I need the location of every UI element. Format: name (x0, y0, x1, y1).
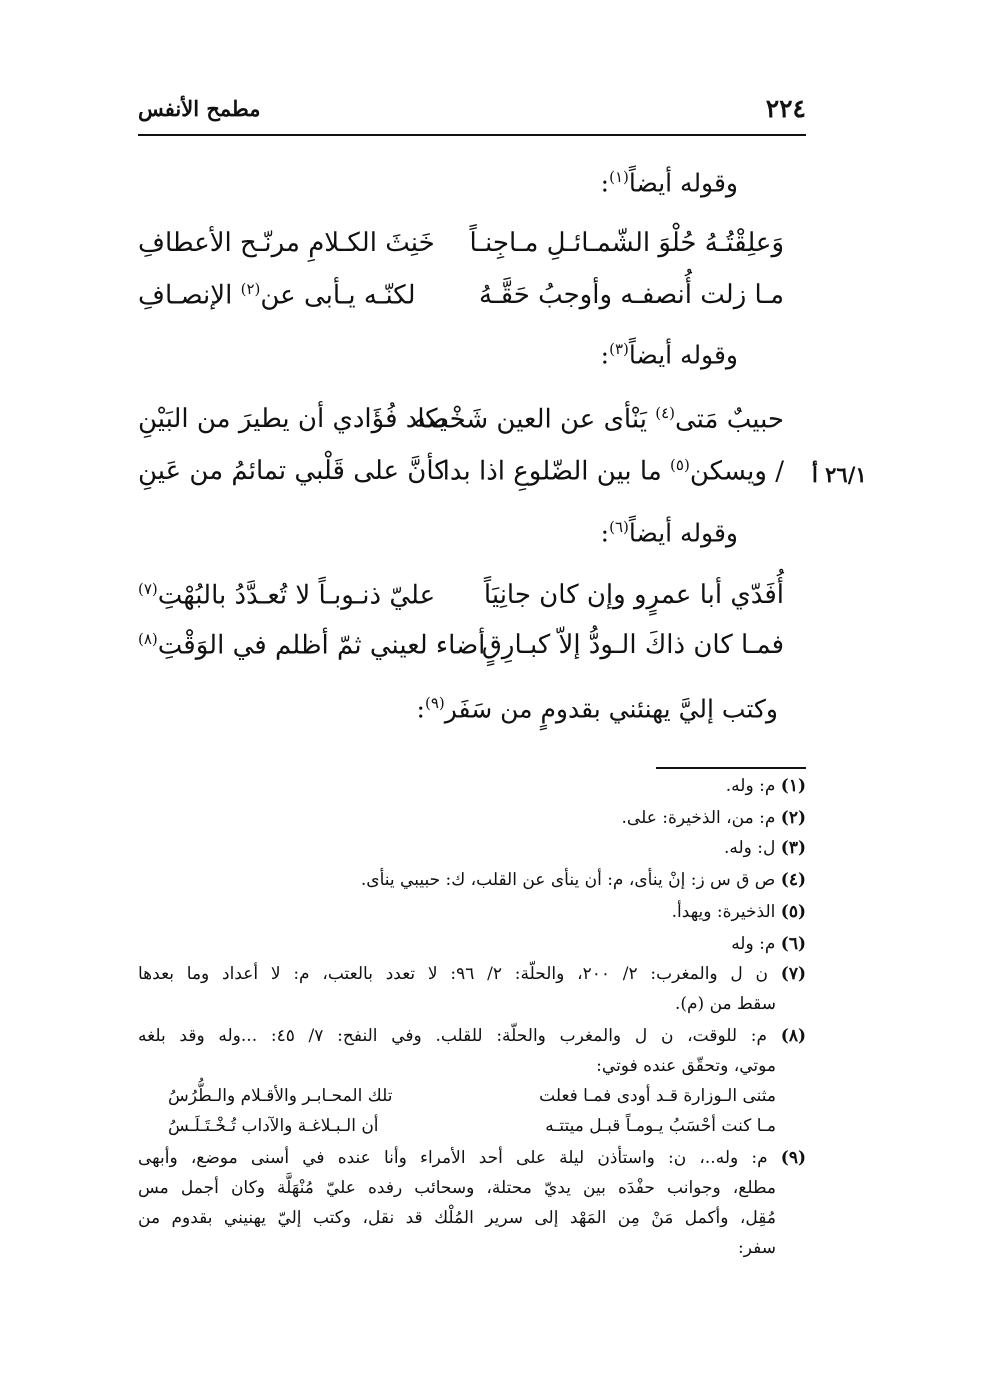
footnote: (٨) م: للوقت، ن ل والمغرب والحلّة: للقلب. وفي النفح: ٧/ ٤٥: ...وله وقد بلغه (138, 1026, 807, 1046)
footnote-verse: مـا كنت أحْسَبُ يـومـاً قبـل ميتتـه أن الـبـلاغـة والآداب تُـخْـتَـلَـسُ (168, 1116, 776, 1136)
verse-second-hemistich: كأنَّ على قَلْبي تمائمُ من عَينِ (138, 456, 447, 486)
verse-line (138, 580, 784, 620)
section-intro: وقوله أيضاً$^{(١)}$: (600, 168, 738, 198)
page-header (138, 94, 806, 134)
verse-first-hemistich: فمـا كان ذاكَ الـودُّ إلاّ كبـارِقٍ (481, 630, 784, 660)
footnote: (٥) الذخيرة: ويهدأ. (671, 902, 806, 922)
section-intro: وقوله أيضاً$^{(٣)}$: (600, 340, 738, 370)
footnote-continuation: مطلع، وجوانب حفْدَه بين يديّ محتلة، وسحائب رفده عليّ مُنْهَلَّة وكان أجمل مس (138, 1178, 776, 1198)
verse-line (138, 404, 784, 444)
footnote-continuation: موتي، وتحقّق عنده فوتي: (596, 1056, 776, 1076)
footnote-rule (656, 767, 806, 769)
verse-second-hemistich: أضاء لعيني ثمّ أظلم في الوَقْتِ$^{(٨)}$ (138, 630, 486, 661)
footnote: (٤) ص ق س ز: إنْ ينأى، م: أن ينأى عن القلب، ك: حبيبي ينأى. (360, 870, 806, 890)
footnote-continuation: سقط من (م). (674, 994, 776, 1014)
folio-marker: أ ٢٦/١ (812, 462, 867, 487)
verse-first-hemistich: مـا زلت أُنصفـه وأوجبُ حَقَّـهُ (479, 280, 784, 310)
verse-line (138, 228, 784, 268)
verse-line (138, 630, 784, 670)
footnote: (٧) ن ل والمغرب: ٢/ ٢٠٠، والحلّة: ٢/ ٩٦: لا تعدد بالعتب، م: لا أعداد وما بعدها (138, 964, 806, 984)
footnote: (٣) ل: وله. (723, 838, 806, 858)
header-rule (138, 134, 806, 136)
footnote: (٢) م: من، الذخيرة: على. (621, 808, 806, 828)
running-title: مطمح الأنفس (138, 96, 261, 121)
verse-first-hemistich: حبيبٌ مَتى$^{(٤)}$ يَنْأى عن العين شَخْصه (413, 404, 784, 435)
verse-second-hemistich: عليّ ذنـوبـاً لا تُعـدَّدُ بالبُهْتِ$^{(٧)}$ (138, 580, 436, 611)
section-intro: وقوله أيضاً$^{(٦)}$: (600, 518, 738, 548)
verse-first-hemistich: أُفَدّي أبا عمرٍو وإن كان جانِيَاً (483, 580, 784, 610)
verse-first-hemistich: وَعلِقْتُـهُ حُلْوَ الشّمـائـلِ مـاجِنـاً (469, 228, 784, 258)
footnote: (١) م: وله. (725, 776, 806, 796)
footnote-verse: مثنى الـوزارة قـد أودى فمـا فعلت تلك المحـابـر والأقـلام والـطُّرُسُ (168, 1086, 776, 1106)
verse-first-hemistich: / ويسكن$^{(٥)}$ ما بين الضّلوعِ اذا بدا (442, 456, 784, 487)
verse-second-hemistich: خَنِثَ الكـلامِ مرنّـح الأعطافِ (138, 228, 435, 258)
footnote: (٩) م: وله..، ن: واستأذن ليلة على أحد الأمراء وأنا عنده في أسنى موضع، وأبهى (138, 1148, 806, 1168)
verse-line (138, 280, 784, 320)
footnote-continuation: سفر: (738, 1238, 776, 1258)
footnote: (٦) م: وله (731, 934, 806, 954)
footnote-continuation: مُقِل، وأكمل مَنْ مِن المَهْد إلى سرير المُلْك قد نقل، وكتب إليّ يهنيني بقدوم من (138, 1208, 776, 1228)
section-intro: وكتب إليَّ يهنئني بقدومٍ من سَفَر$^{(٩)}$: (416, 694, 778, 724)
verse-second-hemistich: لكنّـه يـأبى عن$^{(٢)}$ الإنصـافِ (138, 280, 416, 311)
verse-second-hemistich: يكاد فُؤَادي أن يطيرَ من البَيْنِ (138, 404, 447, 434)
verse-line (138, 456, 784, 496)
page-number: ٢٢٤ (765, 94, 806, 123)
